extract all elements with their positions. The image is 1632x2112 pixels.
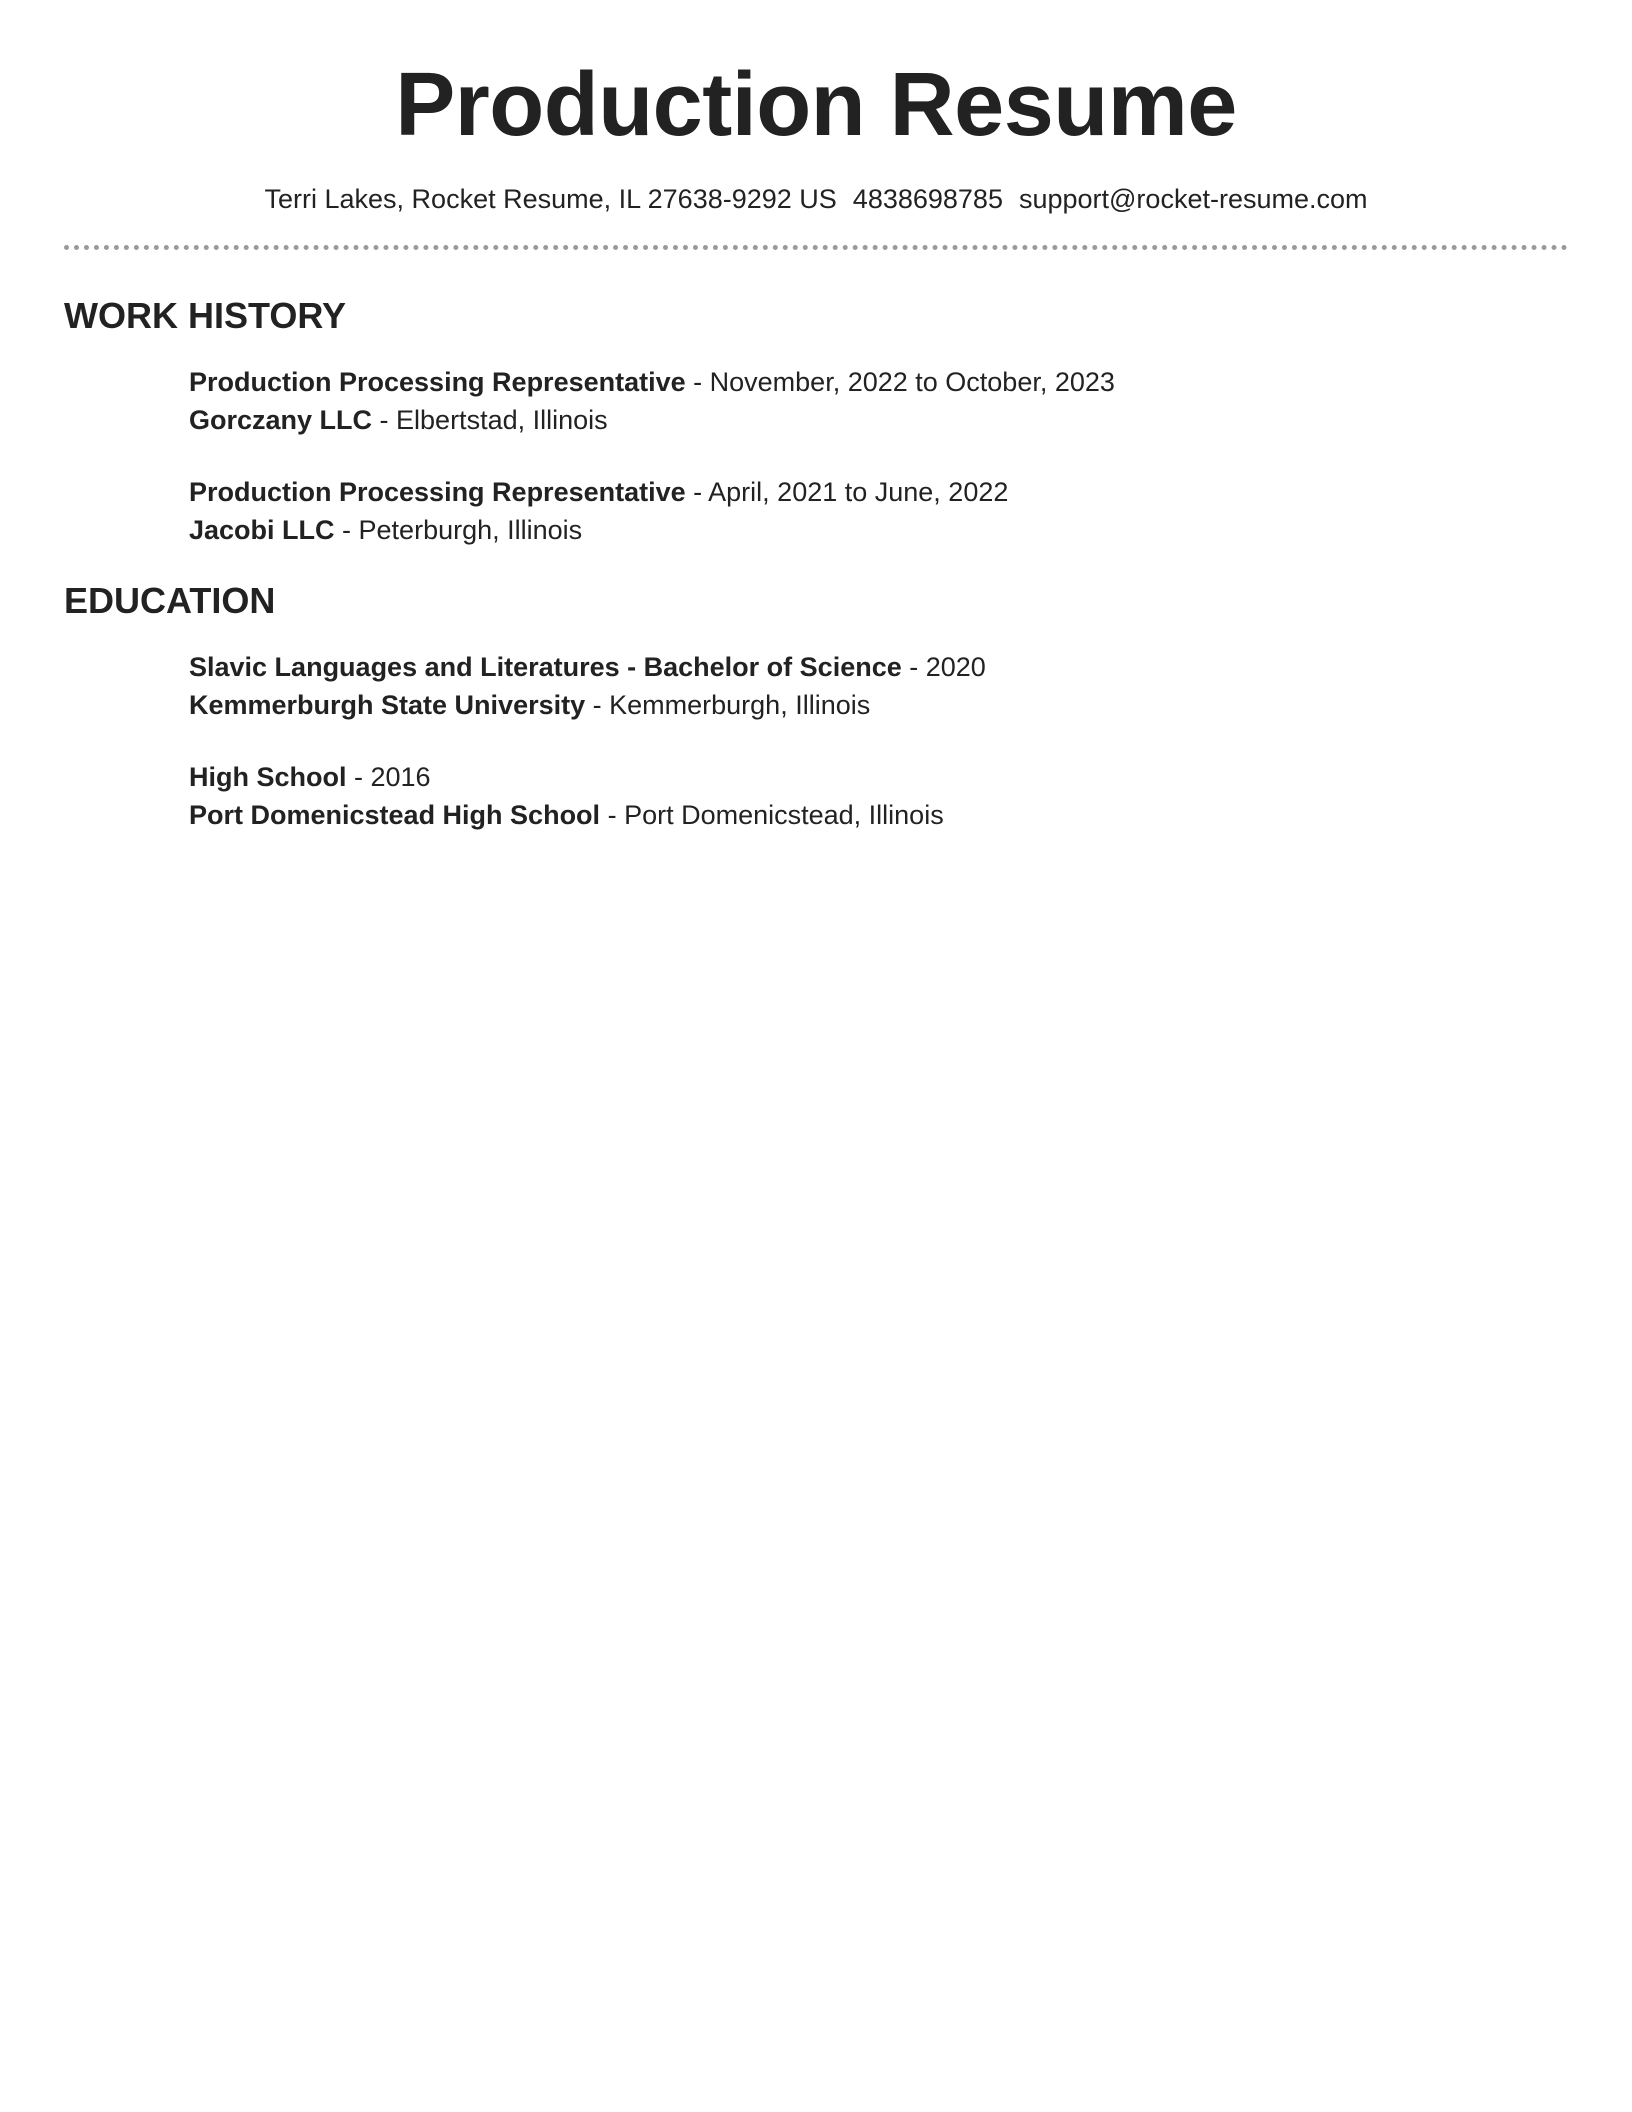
separator: - (346, 761, 371, 792)
degree-name: Slavic Languages and Literatures - Bachelor of Science (189, 651, 902, 682)
education-entry (189, 758, 1568, 834)
header-divider (64, 245, 1568, 250)
company-location: Elbertstad, Illinois (396, 404, 608, 435)
graduation-year: 2016 (370, 761, 431, 792)
separator: - (600, 799, 625, 830)
degree-name: High School (189, 761, 347, 792)
school-location: Kemmerburgh, Illinois (609, 689, 871, 720)
education-list (64, 648, 1568, 834)
company-name: Gorczany LLC (189, 404, 373, 435)
job-title: Production Processing Representative (189, 476, 686, 507)
education-heading: EDUCATION (64, 579, 276, 621)
company-location: Peterburgh, Illinois (358, 514, 583, 545)
work-history-heading: WORK HISTORY (64, 294, 347, 336)
contact-address: Terri Lakes, Rocket Resume, IL 27638-9292 US (264, 183, 837, 214)
school-name: Port Domenicstead High School (189, 799, 601, 830)
education-entry (189, 648, 1568, 724)
separator: - (685, 476, 709, 507)
work-entry-company-line (189, 511, 1568, 549)
separator: - (901, 651, 926, 682)
education-entry-school-line (189, 796, 1568, 834)
contact-email: support@rocket-resume.com (1018, 183, 1368, 214)
job-dates: November, 2022 to October, 2023 (709, 366, 1115, 397)
separator: - (372, 404, 397, 435)
work-entry-company-line (189, 401, 1568, 439)
work-entry (189, 363, 1568, 439)
resume-title: Production Resume (395, 55, 1237, 155)
job-dates: April, 2021 to June, 2022 (708, 476, 1009, 507)
contact-line (64, 182, 1568, 217)
education-entry-school-line (189, 686, 1568, 724)
work-entry (189, 473, 1568, 549)
education-entry-degree-line (189, 648, 1568, 686)
separator: - (334, 514, 359, 545)
job-title: Production Processing Representative (189, 366, 686, 397)
education-entry-degree-line (189, 758, 1568, 796)
school-location: Port Domenicstead, Illinois (624, 799, 944, 830)
work-entry-title-line (189, 363, 1568, 401)
work-history-list (64, 363, 1568, 549)
company-name: Jacobi LLC (189, 514, 335, 545)
work-entry-title-line (189, 473, 1568, 511)
contact-phone: 4838698785 (852, 183, 1003, 214)
school-name: Kemmerburgh State University (189, 689, 586, 720)
separator: - (685, 366, 710, 397)
separator: - (585, 689, 610, 720)
graduation-year: 2020 (925, 651, 986, 682)
